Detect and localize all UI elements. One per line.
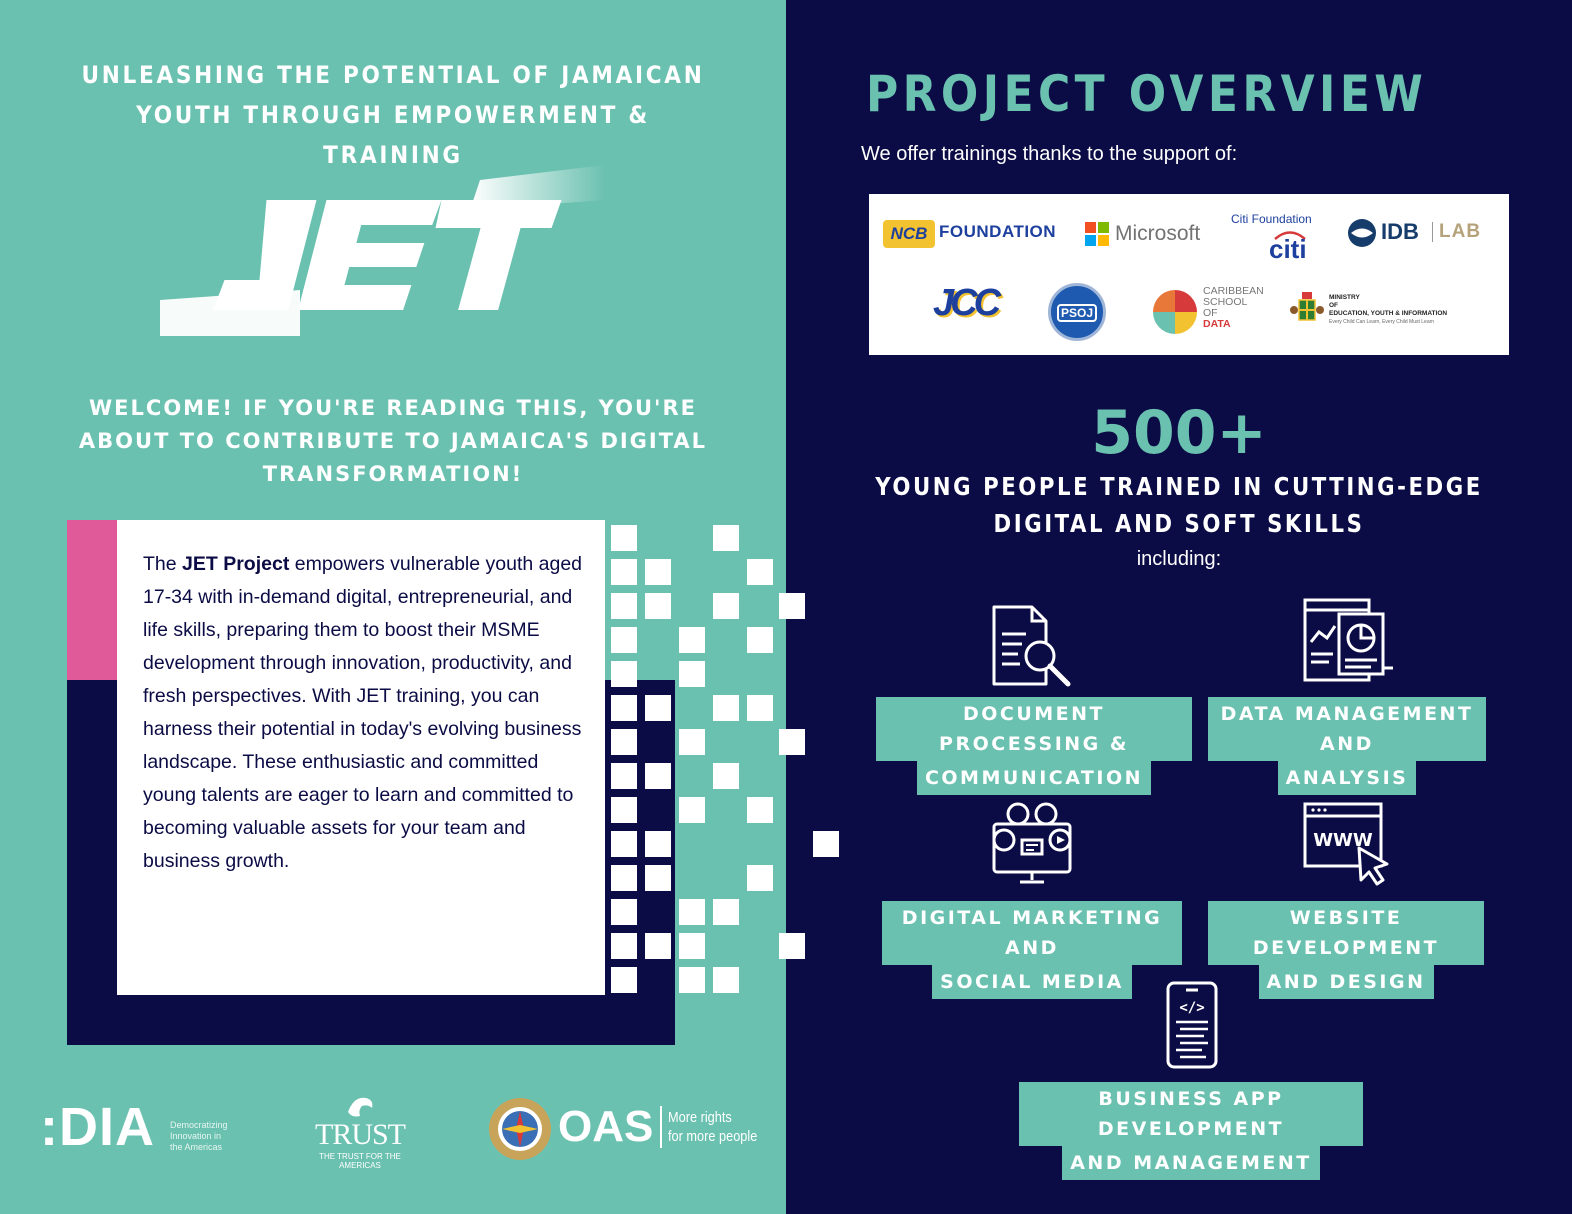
skill-document-processing bbox=[876, 697, 1192, 795]
including-label: including: bbox=[1136, 548, 1222, 570]
decor-square bbox=[645, 559, 671, 585]
decor-square bbox=[645, 933, 671, 959]
skill-business-app bbox=[1019, 1082, 1363, 1180]
decor-square bbox=[679, 627, 705, 653]
description-text bbox=[143, 548, 583, 878]
skill-label-line: ANALYSIS bbox=[1278, 761, 1417, 795]
headline-line-2: YOUTH THROUGH EMPOWERMENT & TRAINING bbox=[136, 101, 650, 169]
decor-square bbox=[747, 797, 773, 823]
css-line: CARIBBEAN bbox=[1203, 285, 1264, 297]
description-prefix: The bbox=[143, 553, 183, 575]
decor-square bbox=[779, 593, 805, 619]
decor-square bbox=[713, 967, 739, 993]
skill-label-line: DIGITAL MARKETING AND bbox=[882, 901, 1182, 965]
decor-square bbox=[779, 933, 805, 959]
skill-label-line: COMMUNICATION bbox=[917, 761, 1151, 795]
oas-tagline bbox=[668, 1108, 757, 1146]
decor-square bbox=[645, 831, 671, 857]
ncb-foundation-text: FOUNDATION bbox=[939, 222, 1057, 241]
decor-square bbox=[713, 763, 739, 789]
decor-square bbox=[611, 899, 637, 925]
decor-square bbox=[611, 967, 637, 993]
welcome-line-3: TRANSFORMATION! bbox=[262, 462, 524, 486]
jcc-logo: JCC bbox=[933, 282, 998, 324]
decor-square bbox=[611, 559, 637, 585]
decor-square bbox=[747, 627, 773, 653]
skill-label-line: SOCIAL MEDIA bbox=[932, 965, 1132, 999]
headline-line-1: UNLEASHING THE POTENTIAL OF JAMAICAN bbox=[81, 61, 705, 89]
css-line: DATA bbox=[1203, 318, 1231, 330]
psoj-text: PSOJ bbox=[1057, 304, 1097, 322]
decor-square bbox=[713, 695, 739, 721]
trained-statement bbox=[845, 468, 1513, 542]
decor-square bbox=[747, 695, 773, 721]
ministry-line: EDUCATION, YOUTH & INFORMATION bbox=[1329, 310, 1448, 317]
lab-text: LAB bbox=[1439, 221, 1482, 242]
jet-logo bbox=[150, 160, 610, 340]
dia-tag-line: Democratizing bbox=[170, 1120, 228, 1130]
ministry-tagline: Every Child Can Learn, Every Child Must Learn bbox=[1329, 319, 1435, 325]
decor-square bbox=[645, 865, 671, 891]
skill-label-line: DATA MANAGEMENT AND bbox=[1208, 697, 1486, 761]
ministry-logo bbox=[1289, 290, 1489, 330]
skill-data-management bbox=[1208, 697, 1486, 795]
decor-square bbox=[611, 865, 637, 891]
trained-count: 500+ bbox=[1091, 398, 1267, 468]
decor-square bbox=[679, 967, 705, 993]
idb-lab-logo bbox=[1347, 218, 1497, 250]
decor-square bbox=[611, 593, 637, 619]
dia-logo: :DIA bbox=[40, 1097, 155, 1157]
decor-square bbox=[611, 627, 637, 653]
decor-square bbox=[611, 661, 637, 687]
microsoft-logo bbox=[1085, 222, 1215, 248]
svg-text:</>: </> bbox=[1179, 1000, 1205, 1016]
idb-divider bbox=[1432, 222, 1433, 242]
oas-tag-line: More rights bbox=[668, 1109, 732, 1126]
citi-foundation-logo bbox=[1231, 212, 1321, 266]
css-line: SCHOOL bbox=[1203, 296, 1248, 308]
skill-website-development bbox=[1208, 901, 1484, 999]
website-www-icon bbox=[1301, 800, 1393, 886]
decor-square bbox=[747, 559, 773, 585]
description-bold: JET Project bbox=[182, 553, 290, 575]
decor-square bbox=[611, 695, 637, 721]
decor-square bbox=[611, 763, 637, 789]
decor-square bbox=[611, 525, 637, 551]
decor-square bbox=[713, 899, 739, 925]
skill-label-line: WEBSITE DEVELOPMENT bbox=[1208, 901, 1484, 965]
caribbean-school-of-data-logo bbox=[1151, 286, 1271, 341]
citi-text: citi bbox=[1269, 234, 1307, 264]
oas-seal-icon bbox=[488, 1097, 552, 1161]
microsoft-icon bbox=[1085, 222, 1109, 246]
description-card bbox=[117, 520, 605, 995]
trained-line-1: YOUNG PEOPLE TRAINED IN CUTTING-EDGE bbox=[875, 472, 1483, 501]
decor-square bbox=[713, 593, 739, 619]
svg-text:WWW: WWW bbox=[1313, 830, 1373, 851]
oas-word: OAS bbox=[558, 1102, 654, 1151]
skill-label-line: AND DESIGN bbox=[1259, 965, 1434, 999]
decor-square bbox=[813, 831, 839, 857]
ncb-mark: NCB bbox=[883, 220, 935, 248]
skill-label-line: DOCUMENT PROCESSING & bbox=[876, 697, 1192, 761]
decor-square bbox=[713, 525, 739, 551]
css-pie-icon bbox=[1151, 288, 1199, 336]
decor-square bbox=[679, 797, 705, 823]
decor-square bbox=[679, 729, 705, 755]
ncb-foundation-logo bbox=[883, 220, 1057, 250]
ministry-line: OF bbox=[1329, 302, 1339, 309]
psoj-logo bbox=[1048, 283, 1106, 341]
mobile-code-icon bbox=[1164, 980, 1220, 1070]
skill-digital-marketing bbox=[882, 901, 1182, 999]
coat-of-arms-icon bbox=[1289, 290, 1325, 328]
ministry-line: MINISTRY bbox=[1329, 294, 1360, 301]
document-search-icon bbox=[986, 604, 1076, 688]
css-text bbox=[1203, 286, 1264, 330]
headline bbox=[66, 55, 719, 175]
decor-square bbox=[611, 729, 637, 755]
decor-square bbox=[747, 865, 773, 891]
project-overview-title: PROJECT OVERVIEW bbox=[866, 65, 1428, 123]
oas-tag-line: for more people bbox=[668, 1128, 758, 1145]
idb-text: IDB bbox=[1381, 219, 1419, 244]
trust-word: TRUST bbox=[314, 1118, 405, 1151]
welcome-message bbox=[40, 392, 746, 491]
pink-decor-block bbox=[67, 520, 117, 680]
supporters-subtitle: We offer trainings thanks to the support of: bbox=[861, 143, 1238, 165]
data-analytics-icon bbox=[1299, 596, 1395, 688]
citi-foundation-text: Citi Foundation bbox=[1231, 212, 1312, 226]
decor-square bbox=[779, 729, 805, 755]
css-line: OF bbox=[1203, 307, 1218, 319]
decor-square bbox=[679, 899, 705, 925]
decor-square bbox=[645, 763, 671, 789]
sponsor-logos-box bbox=[869, 194, 1509, 355]
right-panel bbox=[786, 0, 1572, 1214]
decor-square bbox=[679, 661, 705, 687]
skill-label-line: AND MANAGEMENT bbox=[1062, 1146, 1320, 1180]
trained-line-2: DIGITAL AND SOFT SKILLS bbox=[993, 509, 1365, 538]
description-body: empowers vulnerable youth aged 17-34 with in-demand digital, entrepreneurial, and life skills, preparing them to boost their MSME development through innovation, productivity, and fresh perspectives. With JET training, you can harness their potential in today's evolving business landscape. These enthusiastic and committed young talents are eager to learn and committed to becoming valuable assets for your team and business growth. bbox=[143, 553, 583, 872]
ministry-text bbox=[1329, 294, 1447, 326]
decor-square bbox=[611, 797, 637, 823]
decor-square bbox=[645, 593, 671, 619]
dia-tagline bbox=[170, 1120, 250, 1153]
footer-logos bbox=[0, 1090, 786, 1170]
dia-tag-line: Innovation in bbox=[170, 1131, 222, 1141]
welcome-line-1: WELCOME! IF YOU'RE READING THIS, YOU'RE bbox=[89, 396, 697, 420]
trust-logo bbox=[300, 1090, 420, 1170]
idb-globe-icon bbox=[1347, 218, 1377, 248]
dia-tag-line: the Americas bbox=[170, 1142, 223, 1152]
decor-square bbox=[645, 695, 671, 721]
decor-square bbox=[611, 933, 637, 959]
welcome-line-2: ABOUT TO CONTRIBUTE TO JAMAICA'S DIGITAL bbox=[78, 429, 708, 453]
microsoft-text: Microsoft bbox=[1115, 222, 1201, 245]
skill-label-line: BUSINESS APP DEVELOPMENT bbox=[1019, 1082, 1363, 1146]
decor-square bbox=[679, 933, 705, 959]
oas-divider bbox=[660, 1106, 662, 1148]
social-media-icon bbox=[990, 800, 1074, 884]
trust-tagline: THE TRUST FOR THE AMERICAS bbox=[319, 1152, 401, 1170]
decor-square bbox=[611, 831, 637, 857]
